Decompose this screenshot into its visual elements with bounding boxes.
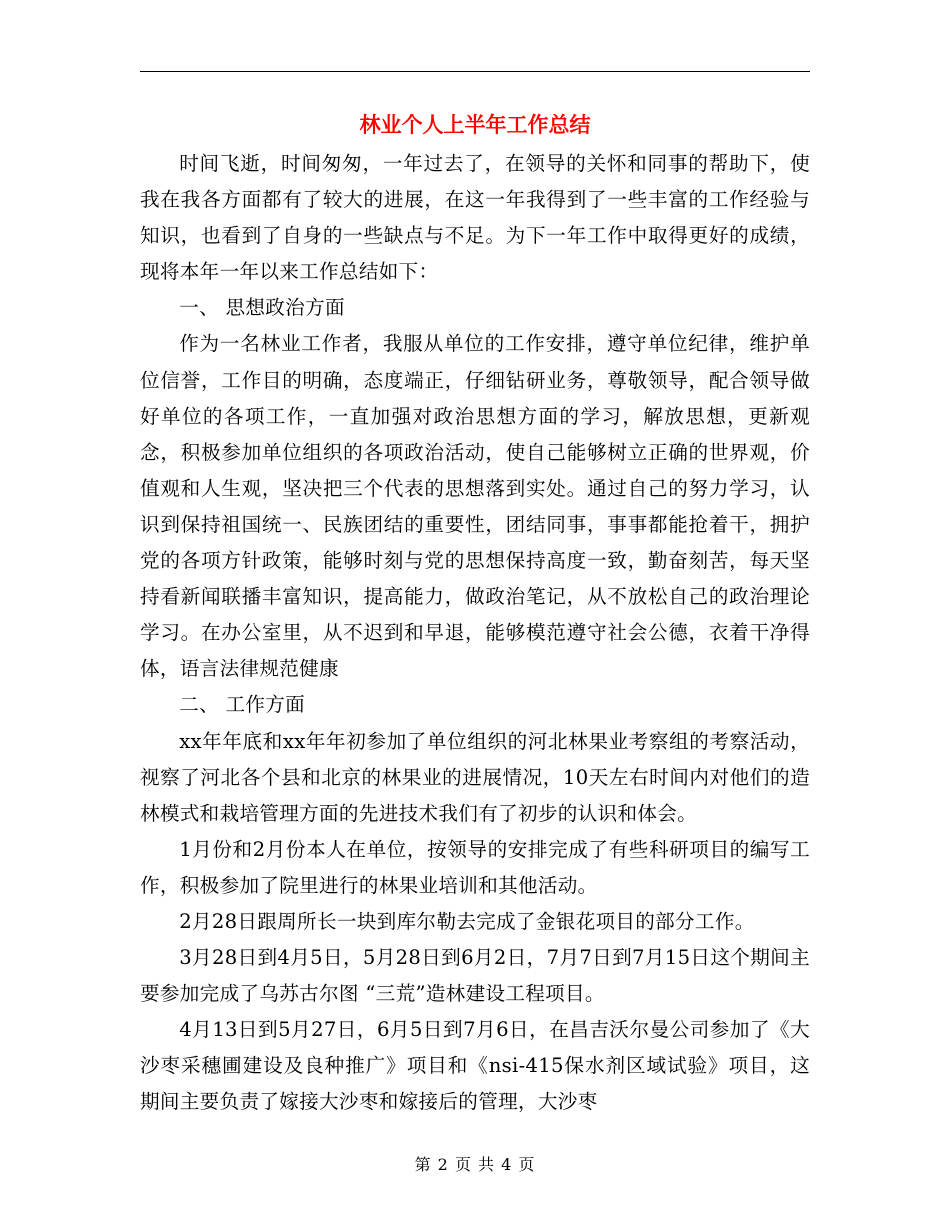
intro-paragraph: 时间飞逝，时间匆匆，一年过去了，在领导的关怀和同事的帮助下，使我在我各方面都有了较大的进展，在这一年我得到了一些丰富的工作经验与知识，也看到了自身的一些缺点与不足。为下一年工作中取得更好的成绩，现将本年一年以来工作总结如下： (140, 152, 810, 284)
document-title: 林业个人上半年工作总结 (359, 113, 591, 137)
work-paragraph-wusu: 3月28日到4月5日，5月28日到6月2日，7月7日到7月15日这个期间主要参加完成了乌苏古尔图 “三荒”造林建设工程项目。 (140, 946, 810, 1006)
work-paragraph-jan-feb: 1月份和2月份本人在单位，按领导的安排完成了有些科研项目的编写工作，积极参加了院里进行的林果业培训和其他活动。 (140, 837, 810, 897)
section-heading-work: 二、 工作方面 (179, 693, 306, 717)
section-heading-politics: 一、 思想政治方面 (179, 296, 345, 320)
work-paragraph-changji: 4月13日到5月27日，6月5日到7月6日，在昌吉沃尔曼公司参加了《大沙枣采穗圃建设及良种推广》项目和《nsi-415保水剂区域试验》项目，这期间主要负责了嫁接大沙枣和嫁接后的管理，大沙枣 (140, 1018, 810, 1114)
work-paragraph-feb28: 2月28日跟周所长一块到库尔勒去完成了金银花项目的部分工作。 (179, 909, 755, 933)
document-body (140, 146, 810, 1121)
work-paragraph-inspection: xx年年底和xx年年初参加了单位组织的河北林果业考察组的考察活动，视察了河北各个县和北京的林果业的进展情况，10天左右时间内对他们的造林模式和栽培管理方面的先进技术我们有了初步的认识和体会。 (140, 729, 810, 825)
politics-paragraph: 作为一名林业工作者，我服从单位的工作安排，遵守单位纪律，维护单位信誉，工作目的明确，态度端正，仔细钻研业务，尊敬领导，配合领导做好单位的各项工作，一直加强对政治思想方面的学习，解放思想，更新观念，积极参加单位组织的各项政治活动，使自己能够树立正确的世界观，价值观和人生观，坚决把三个代表的思想落到实处。通过自己的努力学习，认识到保持祖国统一、民族团结的重要性，团结同事，事事都能抢着干，拥护党的各项方针政策，能够时刻与党的思想保持高度一致，勤奋刻苦，每天坚持看新闻联播丰富知识，提高能力，做政治笔记，从不放松自己的政治理论学习。在办公室里，从不迟到和早退，能够模范遵守社会公德，衣着干净得体，语言法律规范健康 (140, 332, 810, 681)
header-rule (140, 71, 810, 72)
page-number-footer: 第 2 页 共 4 页 (414, 1155, 536, 1174)
